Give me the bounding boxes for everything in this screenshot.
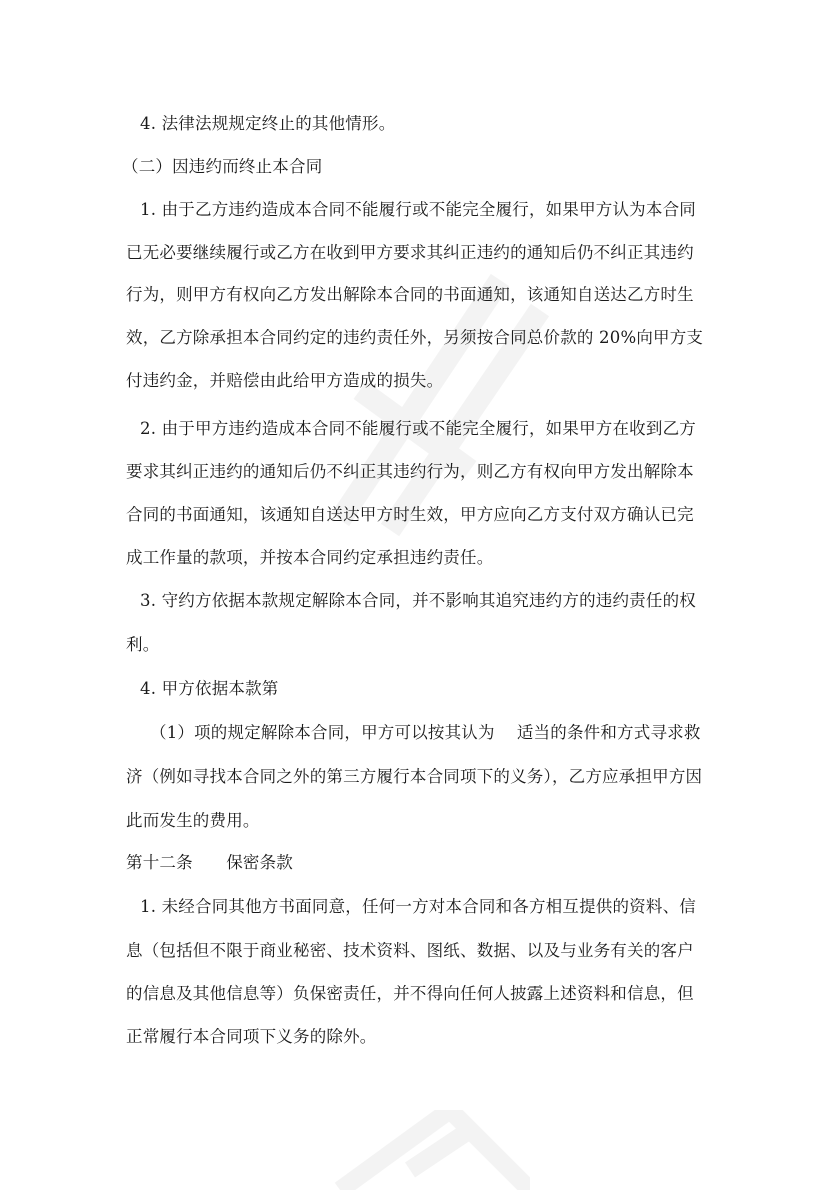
clause-4-subitem-line-3: 此而发生的费用。: [126, 811, 260, 830]
confidentiality-clause-1-line-1: 1. 未经合同其他方书面同意，任何一方对本合同和各方相互提供的资料、信: [140, 897, 696, 916]
clause-3-line-2: 利。: [126, 635, 160, 654]
clause-1-line-4: 效，乙方除承担本合同约定的违约责任外，另须按合同总价款的 20%向甲方支: [126, 328, 704, 347]
clause-item-4-statutory: 4. 法律法规规定终止的其他情形。: [140, 114, 396, 133]
article-12-heading: 第十二条 保密条款: [126, 853, 293, 872]
confidentiality-clause-1-line-4: 正常履行本合同项下义务的除外。: [126, 1027, 377, 1046]
clause-2-line-4: 成工作量的款项，并按本合同约定承担违约责任。: [126, 548, 494, 567]
clause-3-line-1: 3. 守约方依据本款规定解除本合同，并不影响其追究违约方的违约责任的权: [140, 591, 696, 610]
section-heading-termination-breach: （二）因违约而终止本合同: [122, 157, 323, 176]
clause-2-line-2: 要求其纠正违约的通知后仍不纠正其违约行为，则乙方有权向甲方发出解除本: [126, 462, 694, 481]
clause-1-line-2: 已无必要继续履行或乙方在收到甲方要求其纠正违约的通知后仍不纠正其违约: [126, 243, 694, 262]
clause-2-line-3: 合同的书面通知，该通知自送达甲方时生效，甲方应向乙方支付双方确认已完: [126, 505, 694, 524]
watermark-logo-icon-bottom: [310, 1110, 530, 1190]
clause-1-line-5: 付违约金，并赔偿由此给甲方造成的损失。: [126, 371, 444, 390]
clause-1-line-3: 行为，则甲方有权向乙方发出解除本合同的书面通知，该通知自送达乙方时生: [126, 285, 694, 304]
confidentiality-clause-1-line-2: 息（包括但不限于商业秘密、技术资料、图纸、数据、以及与业务有关的客户: [126, 941, 694, 960]
clause-4-line-1: 4. 甲方依据本款第: [140, 679, 279, 698]
clause-1-line-1: 1. 由于乙方违约造成本合同不能履行或不能完全履行，如果甲方认为本合同: [140, 200, 696, 219]
clause-2-line-1: 2. 由于甲方违约造成本合同不能履行或不能完全履行，如果甲方在收到乙方: [140, 419, 696, 438]
clause-4-subitem-line-2: 济（例如寻找本合同之外的第三方履行本合同项下的义务），乙方应承担甲方因: [126, 767, 703, 786]
confidentiality-clause-1-line-3: 的信息及其他信息等）负保密责任，并不得向任何人披露上述资料和信息，但: [126, 984, 694, 1003]
clause-4-subitem-line-1: （1）项的规定解除本合同，甲方可以按其认为 适当的条件和方式寻求救: [150, 723, 701, 742]
